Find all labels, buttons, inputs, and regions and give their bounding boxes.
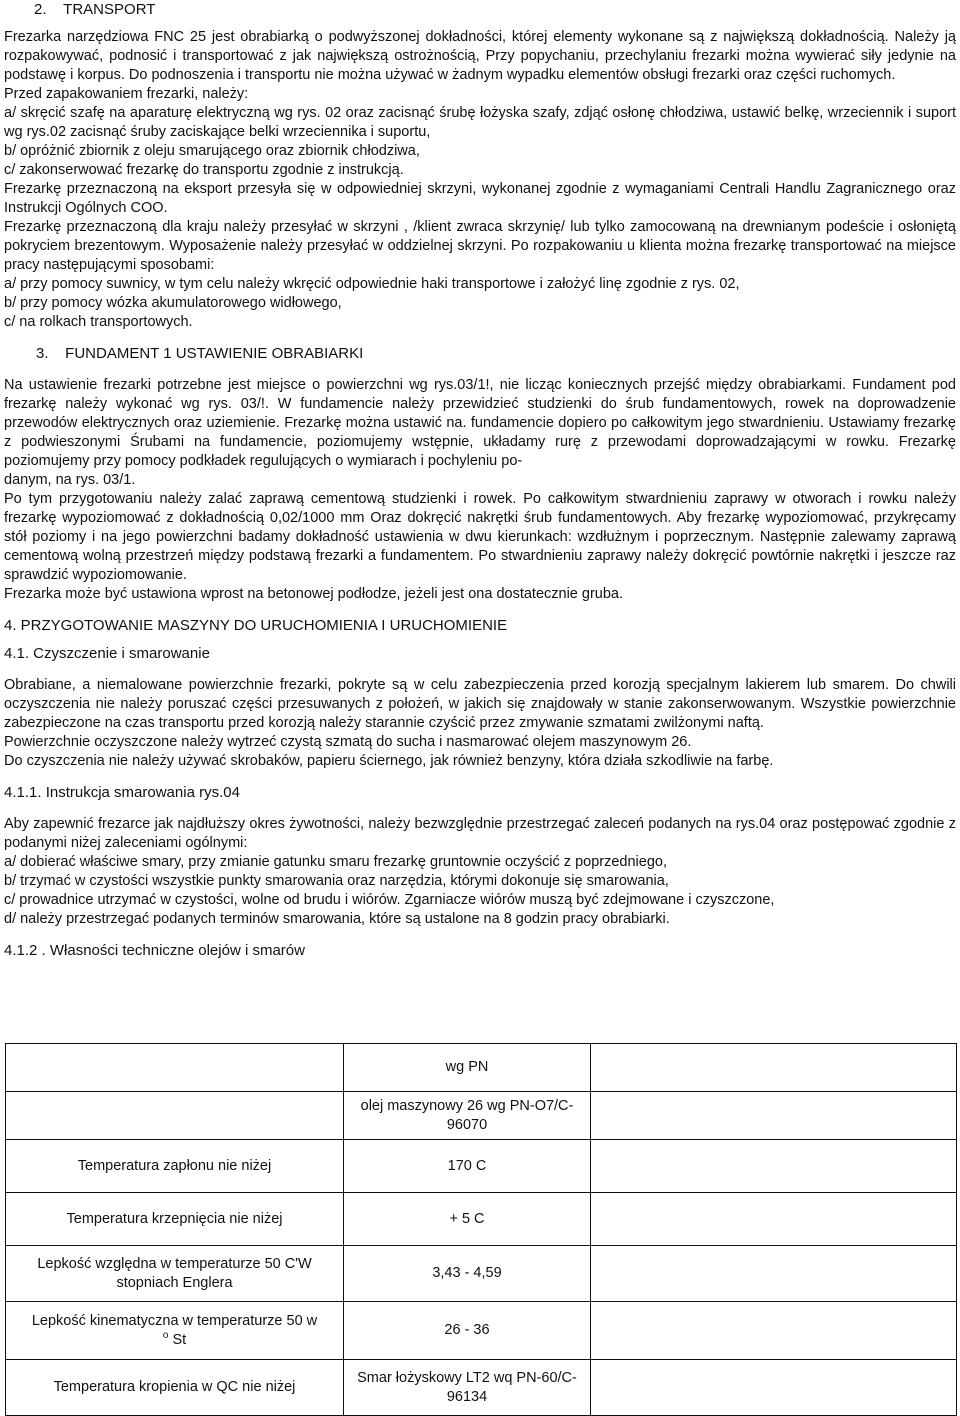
oil-properties-table — [5, 1043, 957, 1416]
section-2-paragraph: Frezarkę przeznaczoną dla kraju należy przesyłać w skrzyni , /klient zwraca skrzynię/ lub tylko zamocowaną na drewnianym podeście i osłoniętą pokryciem brezentowym. Wyposażenie należy przesyłać w oddzielnej skrzyni. Po rozpakowaniu u klienta można frezarkę transportować na miejsce pracy następującymi sposobami: — [4, 219, 956, 273]
section-3-title: 3. FUNDAMENT 1 USTAWIENIE OBRABIARKI — [36, 345, 364, 362]
section-4-1-paragraph: Obrabiane, a niemalowane powierzchnie frezarki, pokryte są w celu zabezpieczenia przed korozją specjalnym lakierem lub smarem. Do chwili oczyszczenia nie należy poruszać części przesuwanych z położeń, w jakich się znajdowały w stanie zakonserwowanym. Wszystkie powierzchnie zabezpieczone na czas transportu przed korozją należy starannie czyścić przez zmywanie szmatami zwilżonymi naftą. — [4, 677, 956, 731]
table-cell-empty — [591, 1044, 957, 1092]
section-3-paragraph: danym, na rys. 03/1. — [4, 472, 136, 488]
table-cell-empty — [591, 1092, 957, 1140]
section-2-paragraph: b/ przy pomocy wózka akumulatorowego widłowego, — [4, 295, 342, 311]
table-row-value: Smar łożyskowy LT2 wq PN-60/C-96134 — [344, 1360, 591, 1416]
label-part: Lepkość kinematyczna w temperaturze 50 w — [31, 1312, 318, 1329]
table-cell-empty — [591, 1302, 957, 1360]
table-cell-empty — [591, 1360, 957, 1416]
table-cell-empty — [6, 1092, 344, 1140]
table-row — [6, 1140, 957, 1193]
section-4-1-paragraph: Powierzchnie oczyszczone należy wytrzeć czystą szmatą do sucha i nasmarować olejem maszynowym 26. — [4, 734, 692, 750]
section-2-paragraph: Frezarkę przeznaczoną na eksport przesyła się w odpowiedniej skrzyni, wykonanej zgodnie z wymaganiami Centrali Handlu Zagranicznego oraz Instrukcji Ogólnych COO. — [4, 181, 956, 216]
table-row — [6, 1360, 957, 1416]
table-row — [6, 1193, 957, 1246]
table-row — [6, 1246, 957, 1302]
table-row-value: 170 C — [344, 1140, 591, 1193]
table-row-value: 26 - 36 — [344, 1302, 591, 1360]
section-4-1-1-paragraph: a/ dobierać właściwe smary, przy zmianie gatunku smaru frezarkę gruntownie oczyścić z poprzedniego, — [4, 854, 667, 870]
section-4-1-1-paragraph: b/ trzymać w czystości wszystkie punkty smarowania oraz narzędzia, którymi dokonuje się smarowania, — [4, 873, 669, 889]
table-row — [6, 1044, 957, 1092]
table-row — [6, 1302, 957, 1360]
section-2-paragraph: Frezarka narzędziowa FNC 25 jest obrabiarką o podwyższonej dokładności, której elementy wykonane są z największą dokładnością. Należy ją rozpakowywać, podnosić i transportować z jak największą ostrożnością, Przy popychaniu, przechylaniu frezarki można wywierać siły jedynie na podstawę i korpus. Do podnoszenia i transportu nie można używać w żadnym wypadku elementów obsługi frezarki oraz części ruchomych. — [4, 29, 956, 83]
table-row-value: + 5 C — [344, 1193, 591, 1246]
table-header-oil: olej maszynowy 26 wg PN-O7/C-96070 — [344, 1092, 591, 1140]
section-3-paragraph: Na ustawienie frezarki potrzebne jest miejsce o powierzchni wg rys.03/1!, nie licząc koniecznych przejść między obrabiarkami. Fundament pod frezarkę należy wykonać wg rys. 03/!. W fundamencie należy przewidzieć studzienki do śrub fundamentowych, rowek na doprowadzenie przewodów elektrycznych oraz uziemienie. Frezarkę można ustawić na. fundamencie dopiero po całkowitym jego stwardnieniu. Ustawiamy frezarkę z podwieszonymi Śrubami na fundamencie, poziomujemy wstępnie, układamy rurę z przewodami doprowadzającymi w rowku. Frezarkę poziomujemy przy pomocy podkładek regulujących o wymiarach i pochyleniu po- — [4, 377, 956, 469]
table-row-label: Lepkość względna w temperaturze 50 C'W stopniach Englera — [6, 1246, 344, 1302]
table-header-std: wg PN — [344, 1044, 591, 1092]
table-cell-empty — [591, 1140, 957, 1193]
table-row-label: Temperatura zapłonu nie niżej — [6, 1140, 344, 1193]
section-4-1-title: 4.1. Czyszczenie i smarowanie — [4, 645, 210, 662]
oil-properties-table-wrap — [5, 1043, 956, 1416]
table-row-label — [6, 1302, 344, 1360]
document-body — [4, 0, 956, 961]
table-row — [6, 1092, 957, 1140]
section-3-paragraph: Po tym przygotowaniu należy zalać zaprawą cementową studzienki i rowek. Po całkowitym stwardnieniu zaprawy w otworach i rowku należy frezarkę wypoziomować z dokładnością 0,02/1000 mm Oraz dokręcić nakrętki śrub fundamentowych. Aby frezarkę wypoziomować, przykręcamy stół poziomy i na jego powierzchni badamy dokładność ustawienia w dwu kierunkach: wzdłużnym i poprzecznym. Następnie zalewamy zaprawą cementową wolną przestrzeń między podstawą frezarki a fundamentem. Po stwardnieniu zaprawy należy dokręcić powtórnie nakrętki i jeszcze raz sprawdzić wypoziomowanie. — [4, 491, 956, 583]
table-cell-empty — [591, 1193, 957, 1246]
section-4-1-paragraph: Do czyszczenia nie należy używać skrobaków, papieru ściernego, jak również benzyny, która działa szkodliwie na farbę. — [4, 753, 774, 769]
section-2-paragraph: b/ opróżnić zbiornik z oleju smarującego oraz zbiornik chłodziwa, — [4, 143, 420, 159]
section-2-paragraph: c/ zakonserwować frezarkę do transportu zgodnie z instrukcją. — [4, 162, 404, 178]
table-row-label: Temperatura krzepnięcia nie niżej — [6, 1193, 344, 1246]
section-4-title: 4. PRZYGOTOWANIE MASZYNY DO URUCHOMIENIA I URUCHOMIENIE — [4, 617, 508, 634]
label-part: St — [172, 1331, 187, 1348]
section-4-1-1-paragraph: c/ prowadnice utrzymać w czystości, wolne od brudu i wiórów. Zgarniacze wiórów muszą być zdejmowane i czyszczone, — [4, 892, 775, 908]
section-2-title: 2. TRANSPORT — [34, 1, 156, 18]
section-4-1-1-paragraph: d/ należy przestrzegać podanych terminów smarowania, które są ustalone na 8 godzin pracy obrabiarki. — [4, 911, 670, 927]
degree-superscript: o — [162, 1329, 169, 1341]
section-4-1-1-title: 4.1.1. Instrukcja smarowania rys.04 — [4, 784, 240, 801]
section-3-paragraph: Frezarka może być ustawiona wprost na betonowej podłodze, jeżeli jest ona dostatecznie gruba. — [4, 586, 624, 602]
table-cell-empty — [6, 1044, 344, 1092]
table-row-label: Temperatura kropienia w QC nie niżej — [6, 1360, 344, 1416]
section-4-1-2-title: 4.1.2 . Własności techniczne olejów i smarów — [4, 942, 305, 959]
section-2-paragraph: a/ przy pomocy suwnicy, w tym celu należy wkręcić odpowiednie haki transportowe i założyć linę zgodnie z rys. 02, — [4, 276, 740, 292]
section-2-paragraph: Przed zapakowaniem frezarki, należy: — [4, 86, 249, 102]
section-2-paragraph: c/ na rolkach transportowych. — [4, 314, 193, 330]
section-2-paragraph: a/ skręcić szafę na aparaturę elektryczną wg rys. 02 oraz zacisnąć śrubę łożyska szafy, zdjąć osłonę chłodziwa, ustawić belkę, wrzeciennik i suport wg rys.02 zacisnąć śruby zaciskające belki wrzeciennika i suportu, — [4, 105, 956, 140]
section-4-1-1-paragraph: Aby zapewnić frezarce jak najdłuższy okres żywotności, należy bezwzględnie przestrzegać zaleceń podanych na rys.04 oraz postępować zgodnie z podanymi niżej zaleceniami ogólnymi: — [4, 816, 956, 851]
table-cell-empty — [591, 1246, 957, 1302]
table-row-value: 3,43 - 4,59 — [344, 1246, 591, 1302]
